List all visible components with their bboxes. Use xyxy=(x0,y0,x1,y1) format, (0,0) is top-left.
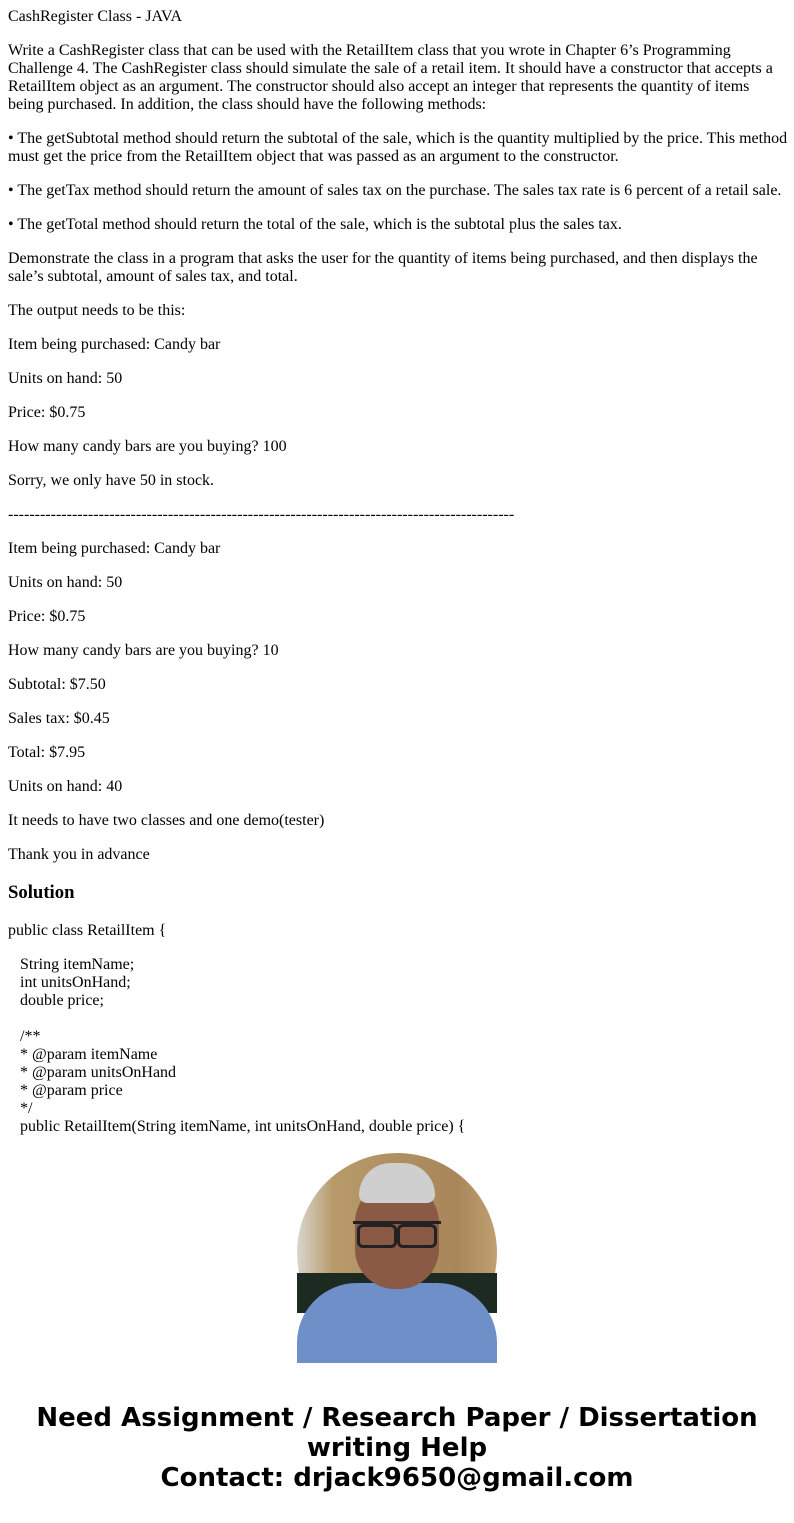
document xyxy=(8,0,788,1135)
question-paragraph: Thank you in advance xyxy=(8,846,150,863)
promo-contact: Contact: drjack9650@gmail.com xyxy=(160,1463,634,1493)
code-line: int unitsOnHand; xyxy=(8,974,131,991)
author-photo xyxy=(297,1153,497,1353)
promo-line: Need Assignment / Research Paper / Dissertation xyxy=(36,1403,758,1433)
question-title: CashRegister Class - JAVA xyxy=(8,8,183,25)
question-paragraph: Subtotal: $7.50 xyxy=(8,676,106,693)
code-line: * @param itemName xyxy=(8,1046,158,1063)
code-line: String itemName; xyxy=(8,956,135,973)
code-block xyxy=(8,956,788,1136)
question-paragraph: Price: $0.75 xyxy=(8,608,86,625)
question-paragraph: Price: $0.75 xyxy=(8,404,86,421)
code-line: * @param price xyxy=(8,1082,123,1099)
solution-heading: Solution xyxy=(8,882,75,903)
question-paragraph: Sales tax: $0.45 xyxy=(8,710,110,727)
question-paragraph: Sorry, we only have 50 in stock. xyxy=(8,472,215,489)
question-paragraph: Total: $7.95 xyxy=(8,744,86,761)
code-first-line: public class RetailItem { xyxy=(8,922,167,939)
question-paragraph: • The getTotal method should return the total of the sale, which is the subtotal plus the sales tax. xyxy=(8,216,622,233)
question-paragraph: • The getTax method should return the amount of sales tax on the purchase. The sales tax rate is 6 percent of a retail sale. xyxy=(8,182,782,199)
question-paragraph: • The getSubtotal method should return the subtotal of the sale, which is the quantity multiplied by the price. This method must get the price from the RetailItem object that was passed as an argument to the constructor. xyxy=(8,130,788,165)
question-paragraph: Item being purchased: Candy bar xyxy=(8,540,221,557)
question-paragraph: ----------------------------------------------------------------------------------------------- xyxy=(8,506,515,523)
question-paragraph: How many candy bars are you buying? 10 xyxy=(8,642,279,659)
question-paragraph: The output needs to be this: xyxy=(8,302,186,319)
question-paragraph: Units on hand: 40 xyxy=(8,778,123,795)
promo-line: writing Help xyxy=(306,1433,488,1463)
code-line: public RetailItem(String itemName, int unitsOnHand, double price) { xyxy=(8,1118,466,1135)
code-line: double price; xyxy=(8,992,104,1009)
code-line: * @param unitsOnHand xyxy=(8,1064,177,1081)
question-paragraph: Units on hand: 50 xyxy=(8,370,123,387)
code-line: /** xyxy=(8,1028,41,1045)
code-line: */ xyxy=(8,1100,33,1117)
question-paragraph: It needs to have two classes and one demo(tester) xyxy=(8,812,325,829)
question-paragraph: Demonstrate the class in a program that asks the user for the quantity of items being purchased, and then displays the sale’s subtotal, amount of sales tax, and total. xyxy=(8,250,758,285)
question-paragraph: How many candy bars are you buying? 100 xyxy=(8,438,287,455)
glasses-icon xyxy=(353,1221,441,1246)
question-paragraph: Write a CashRegister class that can be used with the RetailItem class that you wrote in Chapter 6’s Programming Challenge 4. The CashRegister class should simulate the sale of a retail item. It should have a constructor that accepts a RetailItem object as an argument. The constructor should also accept an integer that represents the quantity of items being purchased. In addition, the class should have the following methods: xyxy=(8,42,773,113)
question-paragraph: Item being purchased: Candy bar xyxy=(8,336,221,353)
question-paragraph: Units on hand: 50 xyxy=(8,574,123,591)
code-line xyxy=(8,1010,788,1028)
promo-banner xyxy=(0,1403,794,1493)
question-body xyxy=(8,42,788,864)
